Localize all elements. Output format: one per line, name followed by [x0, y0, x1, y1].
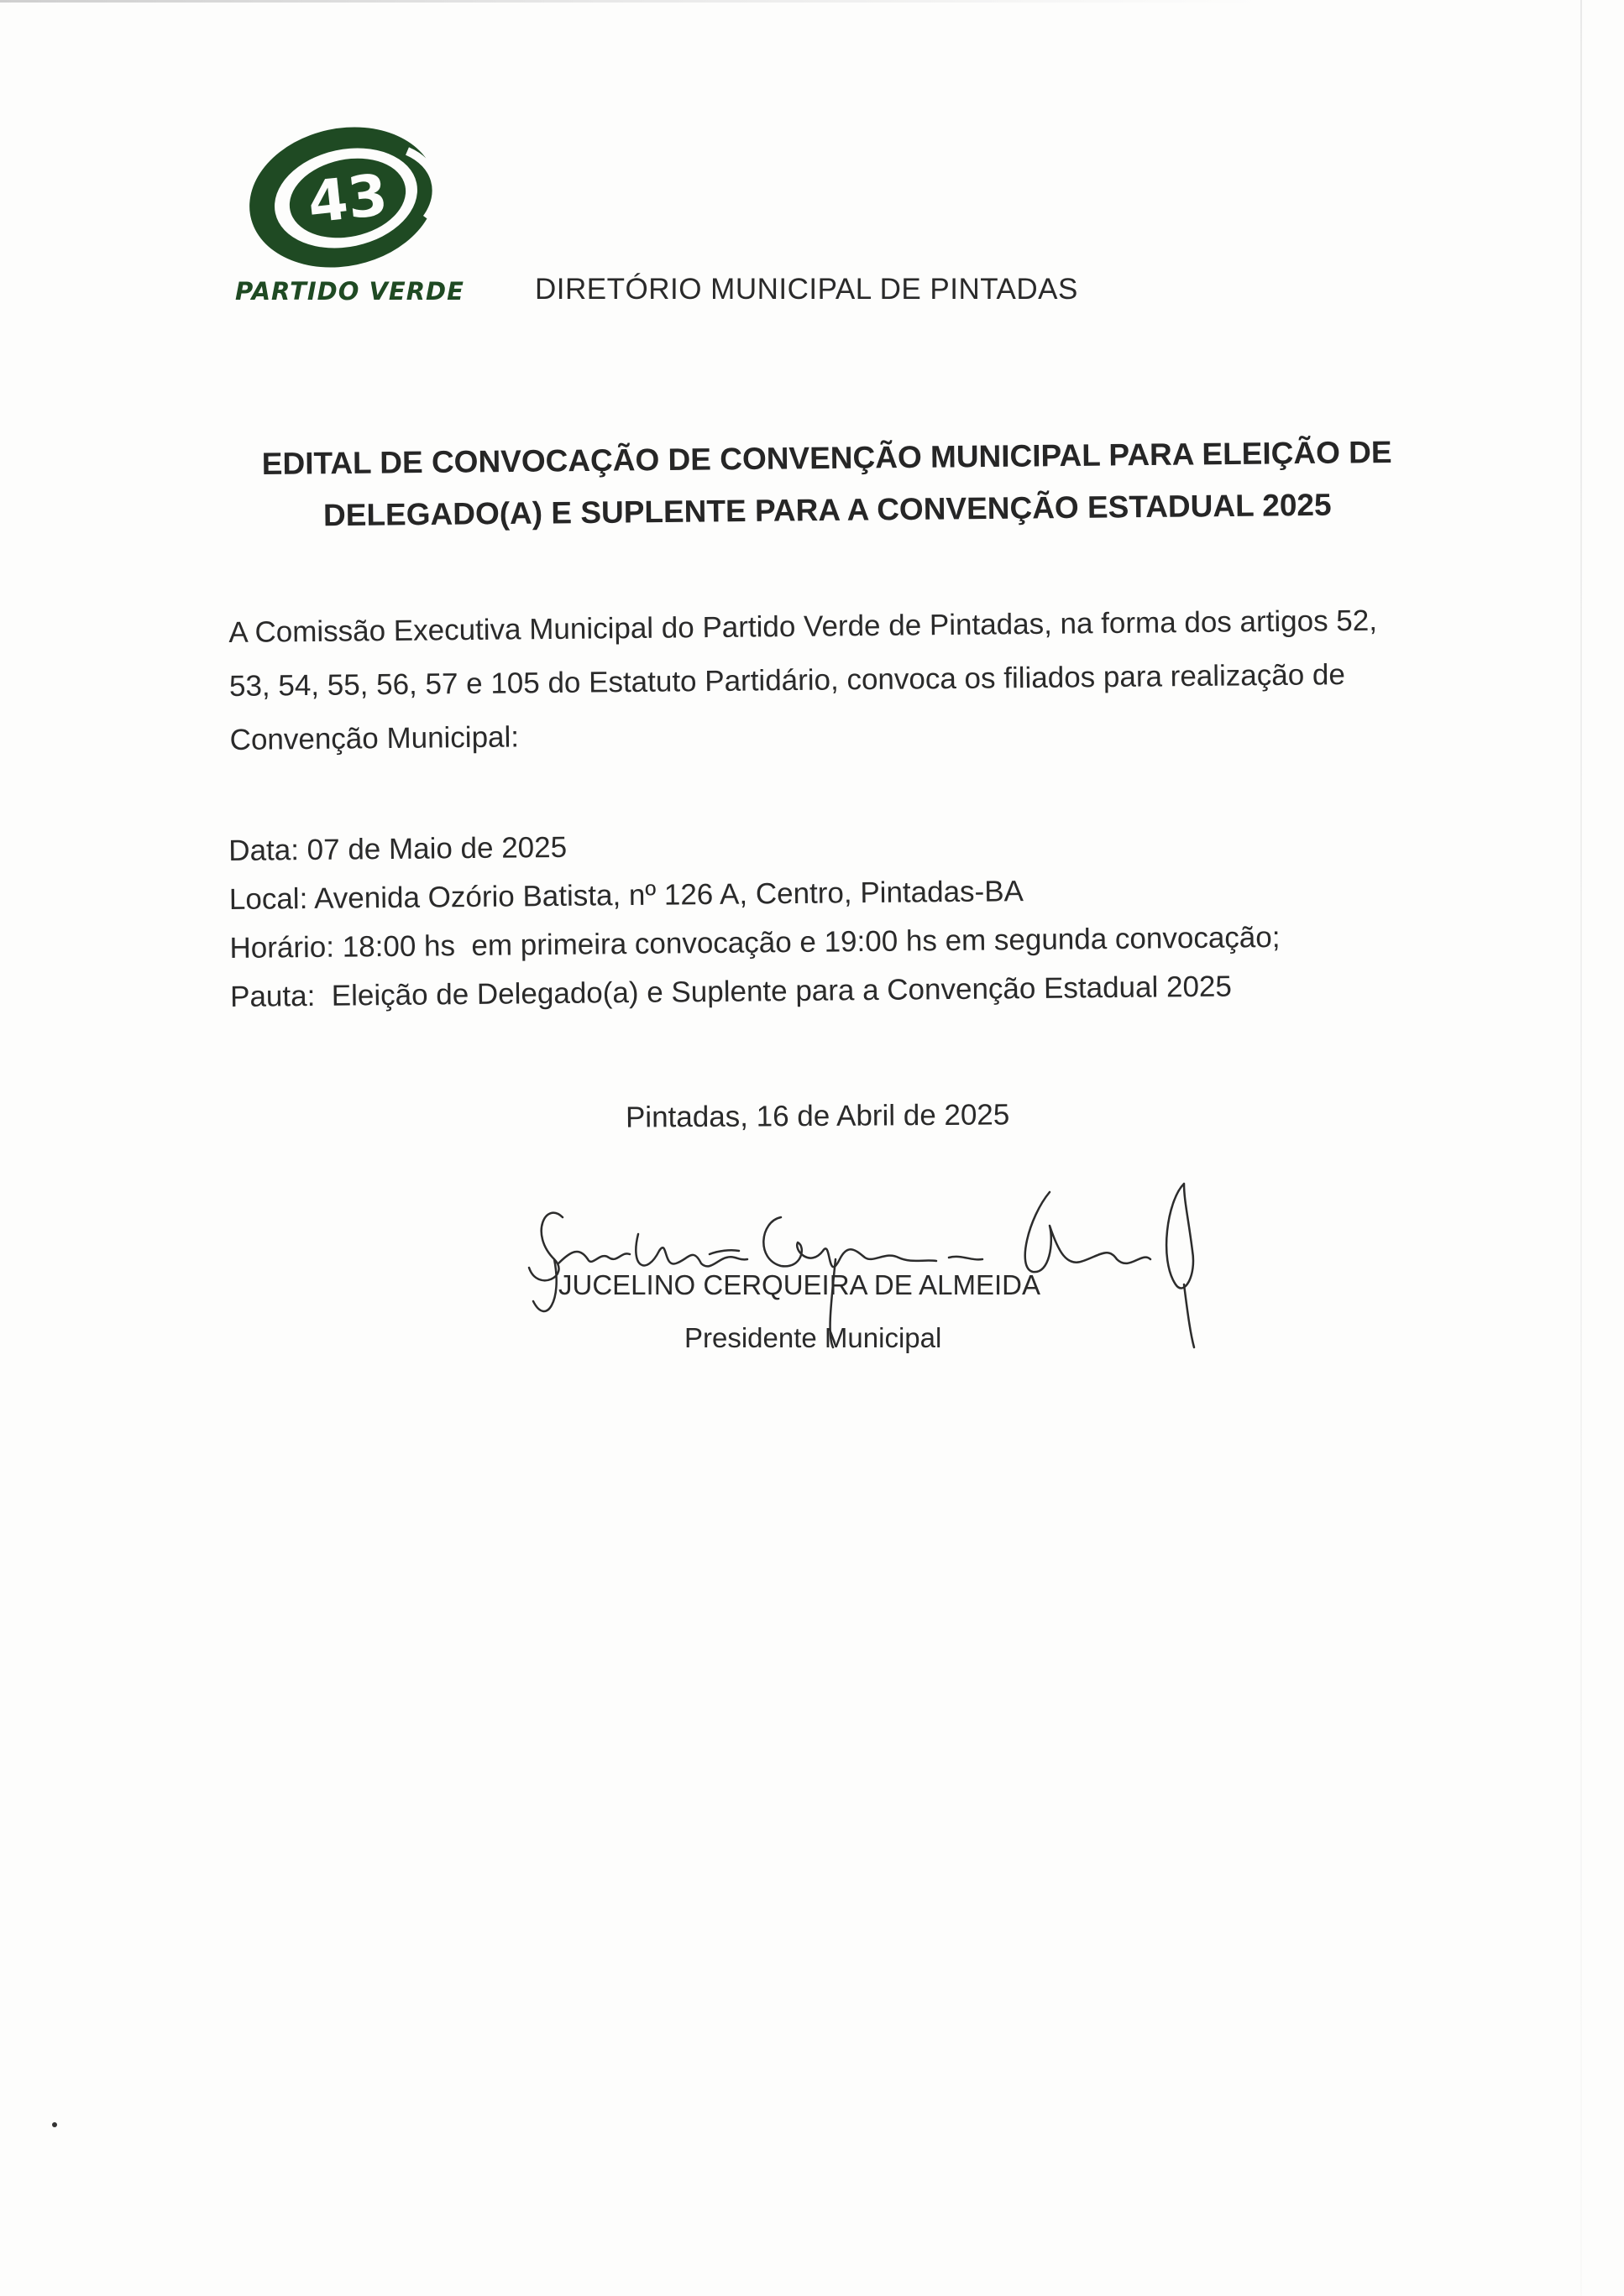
detail-location: Local: Avenida Ozório Batista, nº 126 A, Centro, Pintadas-BA	[228, 875, 1024, 916]
scan-speck	[52, 2122, 57, 2127]
document-title-line: EDITAL DE CONVOCAÇÃO DE CONVENÇÃO MUNICIPAL PARA ELEIÇÃO DE	[261, 434, 1392, 482]
scan-top-edge	[0, 0, 1260, 3]
intro-line: 53, 54, 55, 56, 57 e 105 do Estatuto Partidário, convoca os filiados para realização de	[228, 658, 1346, 703]
scan-right-edge	[1580, 0, 1582, 2296]
convention-details	[228, 814, 1431, 1022]
detail-date: Data: 07 de Maio de 2025	[228, 830, 568, 867]
intro-line: Convenção Municipal:	[229, 720, 520, 756]
document-title	[167, 426, 1486, 543]
logo-number: 43	[304, 162, 391, 237]
document-title-line: DELEGADO(A) E SUPLENTE PARA A CONVENÇÃO ESTADUAL 2025	[322, 487, 1332, 533]
logo-party-name: PARTIDO VERDE	[235, 277, 464, 306]
detail-schedule: Horário: 18:00 hs em primeira convocação e 19:00 hs em segunda convocação;	[229, 920, 1281, 965]
intro-line: A Comissão Executiva Municipal do Partido Verde de Pintadas, na forma dos artigos 52,	[228, 604, 1378, 649]
party-logo	[235, 118, 464, 311]
place-and-date: Pintadas, 16 de Abril de 2025	[625, 1098, 1010, 1134]
detail-agenda: Pauta: Eleição de Delegado(a) e Suplente para a Convenção Estadual 2025	[229, 970, 1233, 1013]
signatory-role: Presidente Municipal	[684, 1322, 942, 1353]
directorate-heading: DIRETÓRIO MUNICIPAL DE PINTADAS	[535, 273, 1078, 306]
signatory-name: JUCELINO CERQUEIRA DE ALMEIDA	[558, 1269, 1040, 1300]
party-logo-emblem	[235, 118, 453, 277]
intro-paragraph	[228, 594, 1431, 767]
